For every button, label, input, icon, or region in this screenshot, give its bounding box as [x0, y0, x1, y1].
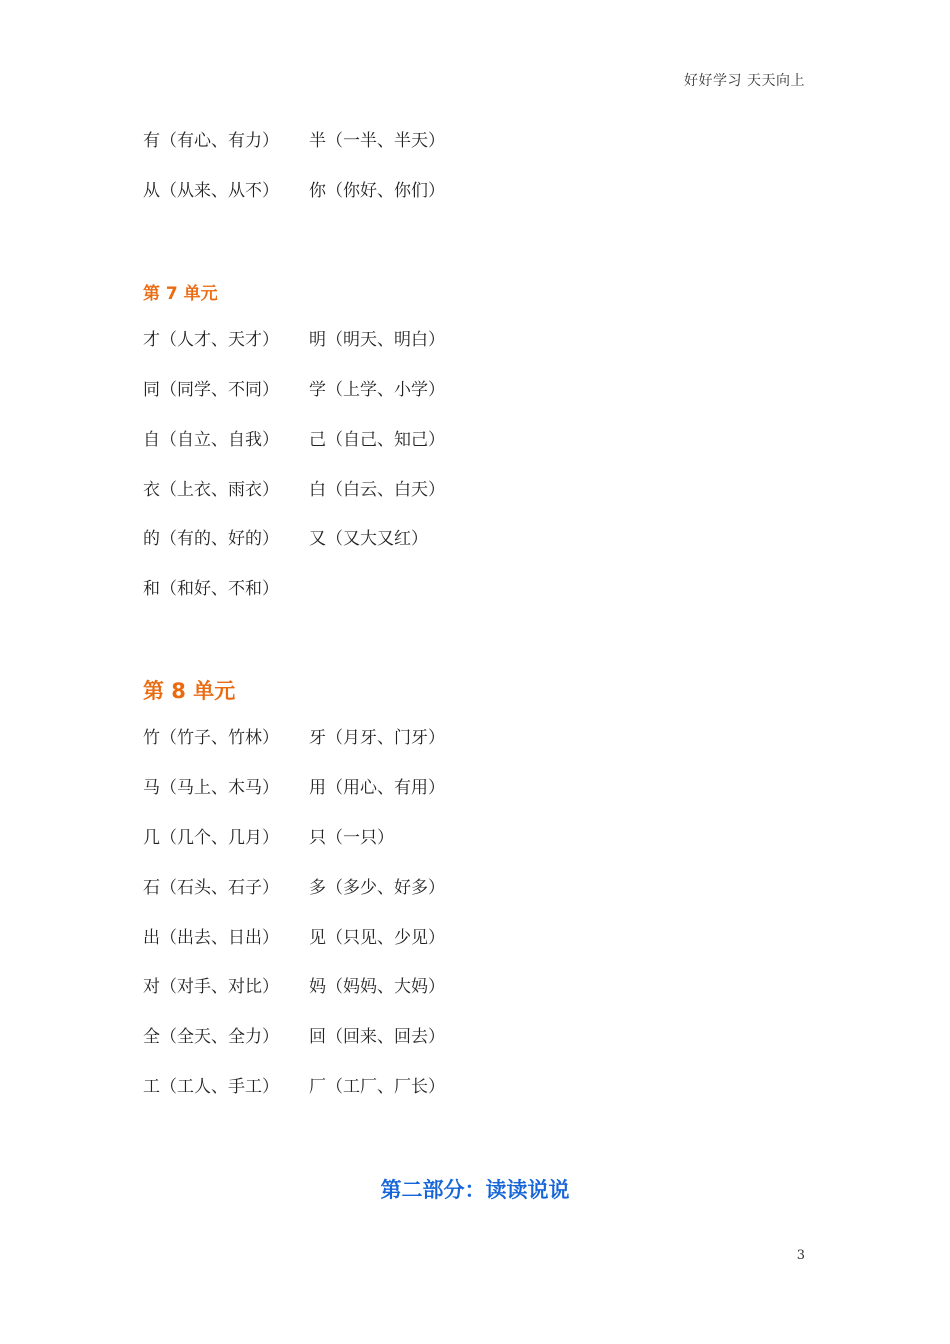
vocab-entry-left: 几（几个、几月）: [143, 828, 279, 848]
vocab-entry-left: 的（有的、好的）: [143, 529, 279, 549]
vocab-entry-right: 白（白云、白天）: [309, 480, 445, 500]
vocab-entry-right: 妈（妈妈、大妈）: [309, 977, 445, 997]
vocab-entry-right: 牙（月牙、门牙）: [309, 728, 445, 748]
vocab-entry-right: 见（只见、少见）: [309, 928, 445, 948]
vocab-entry-right: 学（上学、小学）: [309, 380, 445, 400]
page-header: 好好学习 天天向上: [684, 73, 805, 89]
vocab-entry-left: 石（石头、石子）: [143, 878, 279, 898]
unit-8-heading: 第 8 单元: [143, 679, 236, 703]
vocab-entry-left: 对（对手、对比）: [143, 977, 279, 997]
vocab-entry-right: 明（明天、明白）: [309, 330, 445, 350]
vocab-entry-left: 出（出去、日出）: [143, 928, 279, 948]
vocab-entry-left: 才（人才、天才）: [143, 330, 279, 350]
vocab-entry-left: 竹（竹子、竹林）: [143, 728, 279, 748]
part-two-title: 第二部分：读读说说: [380, 1178, 570, 1202]
vocab-entry-left: 和（和好、不和）: [143, 579, 279, 599]
vocab-entry-right: 己（自己、知己）: [309, 430, 445, 450]
vocab-entry-right: 厂（工厂、厂长）: [309, 1077, 445, 1097]
unit-7-heading: 第 7 单元: [143, 284, 218, 304]
vocab-entry-left: 有（有心、有力）: [143, 131, 279, 151]
vocab-entry-right: 多（多少、好多）: [309, 878, 445, 898]
vocab-entry-right: 用（用心、有用）: [309, 778, 445, 798]
vocab-entry-left: 从（从来、从不）: [143, 181, 279, 201]
vocab-entry-left: 工（工人、手工）: [143, 1077, 279, 1097]
vocab-entry-right: 回（回来、回去）: [309, 1027, 445, 1047]
vocab-entry-left: 衣（上衣、雨衣）: [143, 480, 279, 500]
vocab-entry-right: 你（你好、你们）: [309, 181, 445, 201]
vocab-entry-right: 又（又大又红）: [309, 529, 428, 549]
vocab-entry-right: 半（一半、半天）: [309, 131, 445, 151]
vocab-entry-left: 自（自立、自我）: [143, 430, 279, 450]
page-number: 3: [796, 1248, 805, 1263]
vocab-entry-left: 马（马上、木马）: [143, 778, 279, 798]
vocab-entry-left: 全（全天、全力）: [143, 1027, 279, 1047]
vocab-entry-left: 同（同学、不同）: [143, 380, 279, 400]
vocab-entry-right: 只（一只）: [309, 828, 394, 848]
